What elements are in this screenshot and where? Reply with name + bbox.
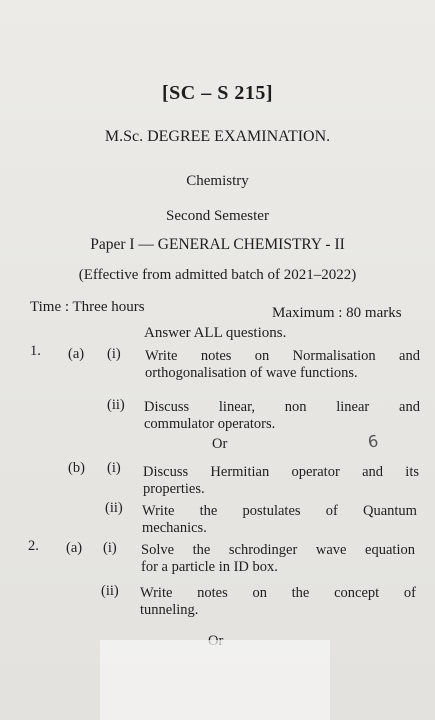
subpart-label: (i) xyxy=(107,346,121,362)
word: Solve xyxy=(141,542,175,558)
word: Discuss xyxy=(143,464,189,480)
word: and xyxy=(399,399,420,415)
word: on xyxy=(252,585,267,601)
or-separator: Or xyxy=(212,436,228,452)
degree-title: M.Sc. DEGREE EXAMINATION. xyxy=(104,128,331,145)
word: Hermitian xyxy=(210,464,270,480)
word: of xyxy=(403,585,416,601)
question-number: 2. xyxy=(28,538,39,554)
word: Discuss xyxy=(144,399,190,415)
question-line: tunneling. xyxy=(140,602,199,618)
word: Normalisation xyxy=(292,348,376,364)
word: on xyxy=(254,348,270,364)
time-allowed: Time : Three hours xyxy=(30,299,145,315)
word: Quantum xyxy=(363,503,417,519)
maximum-marks: Maximum : 80 marks xyxy=(272,305,402,321)
word: schrodinger xyxy=(228,542,298,558)
word: and xyxy=(399,348,420,364)
paper-title: Paper I — GENERAL CHEMISTRY - II xyxy=(90,236,345,253)
question-text xyxy=(141,542,415,576)
part-label: (a) xyxy=(66,540,83,556)
word: operator xyxy=(291,464,340,480)
question-text xyxy=(144,399,420,433)
word: and xyxy=(362,464,384,480)
word: non xyxy=(284,399,307,415)
word: postulates xyxy=(242,503,301,519)
word: linear xyxy=(336,399,370,415)
paper-code: [SC – S 215] xyxy=(161,82,273,104)
word: concept xyxy=(334,585,380,601)
handwritten-mark: 6 xyxy=(366,431,380,452)
question-text xyxy=(142,503,417,537)
word: of xyxy=(325,503,338,519)
word: notes xyxy=(197,585,228,601)
word: equation xyxy=(365,542,415,558)
word: the xyxy=(192,542,211,558)
subpart-label: (ii) xyxy=(105,500,123,516)
word: the xyxy=(291,585,310,601)
light-blot xyxy=(100,640,330,720)
word: linear, xyxy=(218,399,255,415)
question-line: mechanics. xyxy=(142,520,207,536)
semester-title: Second Semester xyxy=(166,208,269,224)
word: Write xyxy=(145,348,178,364)
question-line: for a particle in ID box. xyxy=(141,559,278,575)
word: wave xyxy=(315,542,347,558)
word: notes xyxy=(200,348,232,364)
question-line: orthogonalisation of wave functions. xyxy=(145,365,358,381)
subpart-label: (ii) xyxy=(101,583,119,599)
effective-note: (Effective from admitted batch of 2021–2022) xyxy=(78,267,357,283)
part-label: (b) xyxy=(68,460,85,476)
word: Write xyxy=(142,503,175,519)
word: Write xyxy=(140,585,173,601)
question-text xyxy=(140,585,416,619)
subpart-label: (ii) xyxy=(107,397,125,413)
word: the xyxy=(199,503,218,519)
instruction: Answer ALL questions. xyxy=(144,325,287,341)
question-number: 1. xyxy=(30,343,41,359)
question-text xyxy=(143,464,419,498)
word: its xyxy=(405,464,419,480)
subject-title: Chemistry xyxy=(186,173,249,189)
question-text xyxy=(145,348,420,382)
subpart-label: (i) xyxy=(103,540,117,556)
question-line: commulator operators. xyxy=(144,416,276,432)
part-label: (a) xyxy=(68,346,85,362)
subpart-label: (i) xyxy=(107,460,121,476)
question-line: properties. xyxy=(143,481,205,497)
